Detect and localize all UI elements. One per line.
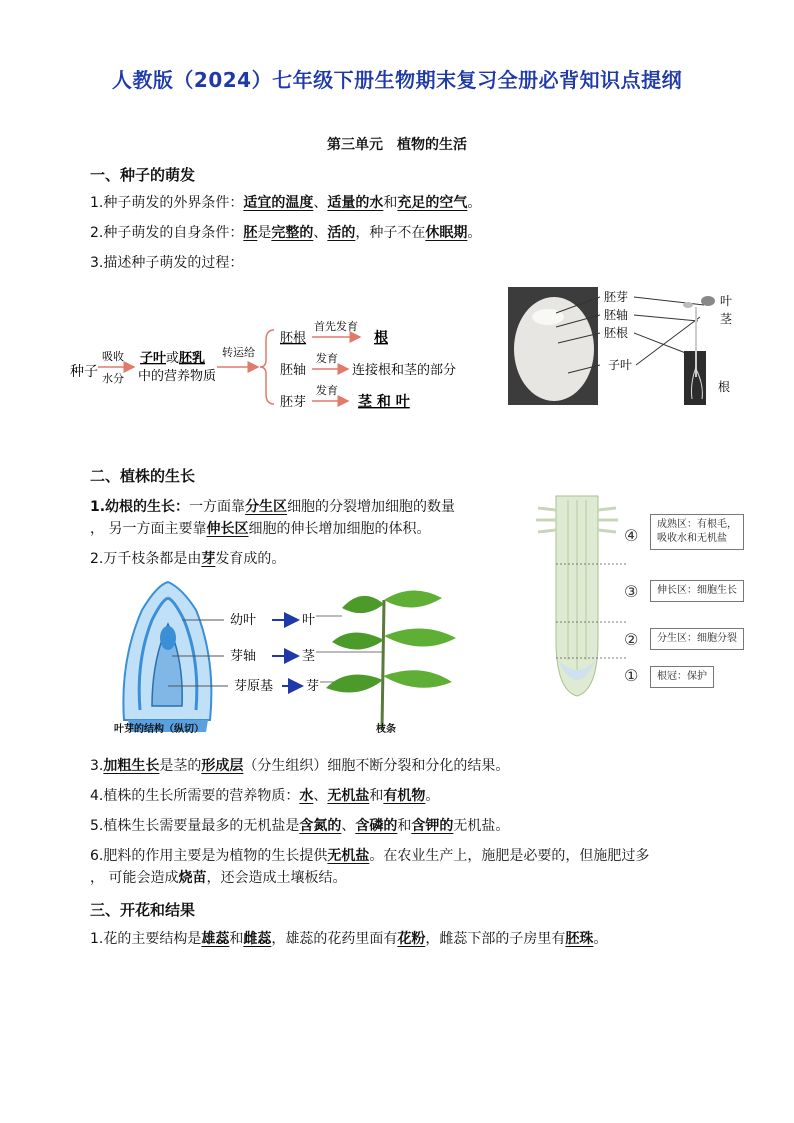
flow-result-1: 根 <box>374 330 388 346</box>
bud-branch-figure <box>112 580 472 735</box>
root-growth-line-1: 1.幼根的生长：一方面靠分生区细胞的分裂增加细胞的数量 <box>90 499 456 515</box>
flow-part-3: 胚芽 <box>280 395 307 410</box>
germination-external-conditions: 1.种子萌发的外界条件：适宜的温度、适量的水和充足的空气。 <box>90 195 482 211</box>
zone-label-maturation: 成熟区：有根毛， 吸收水和无机盐 <box>650 514 744 550</box>
flow-result-3: 茎 和 叶 <box>358 394 410 410</box>
section-heading-flowering: 三、开花和结果 <box>90 901 196 919</box>
germination-process-line: 3.描述种子萌发的过程： <box>90 255 244 271</box>
zone-num-4: ④ <box>624 526 639 545</box>
flow-source: 子叶或胚乳 <box>140 351 206 366</box>
root-growth-line-2: ， 另一方面主要靠伸长区细胞的伸长增加细胞的体积。 <box>90 521 431 537</box>
flow-transport: 转运给 <box>222 346 255 359</box>
plant-label-root: 根 <box>718 380 731 394</box>
germination-internal-conditions: 2.种子萌发的自身条件：胚是完整的、活的，种子不在休眠期。 <box>90 225 482 241</box>
bud-label-bud-primordium: 芽原基 <box>234 679 274 694</box>
flow-absorb-top: 吸收 <box>102 350 124 363</box>
flow-part-1: 胚根 <box>280 331 307 346</box>
seed-label-hypocotyl: 胚轴 <box>604 308 629 322</box>
section-heading-germination: 一、种子的萌发 <box>90 166 196 184</box>
seed-label-cotyledon: 子叶 <box>608 358 633 372</box>
seed-label-radicle: 胚根 <box>604 326 629 340</box>
flow-brace <box>260 330 274 404</box>
flow-action-1: 首先发育 <box>314 320 358 333</box>
seed-structure-figure <box>508 287 744 407</box>
bud-caption: 叶芽的结构（纵切） <box>114 724 204 735</box>
zone-num-2: ② <box>624 630 639 649</box>
section-heading-growth: 二、植株的生长 <box>90 467 196 485</box>
thickening-growth-line: 3.加粗生长是茎的形成层（分生组织）细胞不断分裂和分化的结果。 <box>90 758 510 774</box>
flow-action-3: 发育 <box>316 384 338 397</box>
flow-absorb-bottom: 水分 <box>102 372 124 385</box>
bud-target-bud: 芽 <box>306 679 320 694</box>
flow-result-2: 连接根和茎的部分 <box>352 363 457 378</box>
zone-label-meristematic: 分生区：细胞分裂 <box>650 628 744 650</box>
flow-action-2: 发育 <box>316 352 338 365</box>
plant-label-leaf: 叶 <box>720 294 733 308</box>
bud-target-leaf: 叶 <box>302 613 316 628</box>
flower-structure-line: 1.花的主要结构是雄蕊和雌蕊，雄蕊的花药里面有花粉，雌蕊下部的子房里有胚珠。 <box>90 931 608 947</box>
seed-figure-graphic <box>508 287 744 407</box>
zone-num-1: ① <box>624 666 639 685</box>
zone-label-root-cap: 根冠：保护 <box>650 666 714 688</box>
root-zones-figure <box>528 490 772 700</box>
bud-label-young-leaf: 幼叶 <box>230 613 257 628</box>
bud-figure-graphic <box>112 580 472 735</box>
zone-num-3: ③ <box>624 582 639 601</box>
zone-label-elongation: 伸长区：细胞生长 <box>650 580 744 602</box>
flow-source-line2: 中的营养物质 <box>138 369 217 384</box>
nutrients-line: 4.植株的生长所需要的营养物质：水、无机盐和有机物。 <box>90 788 440 804</box>
unit-title: 第三单元 植物的生活 <box>327 137 467 153</box>
fertilizer-line-2: ， 可能会造成烧苗，还会造成土壤板结。 <box>90 870 347 886</box>
mineral-salts-line: 5.植株生长需要量最多的无机盐是含氮的、含磷的和含钾的无机盐。 <box>90 818 510 834</box>
fertilizer-line-1: 6.肥料的作用主要是为植物的生长提供无机盐。在农业生产上，施肥是必要的，但施肥过多 <box>90 848 650 864</box>
page-title: 人教版（2024）七年级下册生物期末复习全册必背知识点提纲 <box>111 68 683 92</box>
flow-part-2: 胚轴 <box>280 363 307 378</box>
plant-label-stem: 茎 <box>720 312 733 326</box>
flow-seed: 种子 <box>70 364 98 380</box>
bud-development-line: 2.万千枝条都是由芽发育成的。 <box>90 551 286 567</box>
germination-flow-diagram <box>62 300 482 420</box>
seed-label-embryo-bud: 胚芽 <box>604 290 629 304</box>
branch-caption: 枝条 <box>376 724 396 735</box>
bud-target-stem: 茎 <box>302 649 316 664</box>
bud-label-bud-axis: 芽轴 <box>230 649 257 664</box>
flow-diagram-graphic <box>62 300 482 420</box>
